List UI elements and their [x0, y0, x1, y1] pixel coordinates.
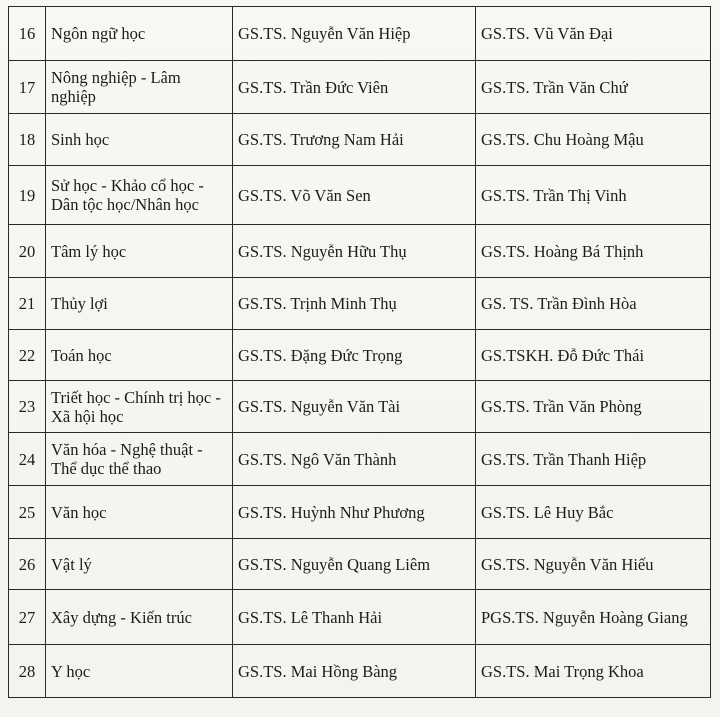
chair-name: GS.TS. Huỳnh Như Phương	[233, 486, 476, 539]
field-name: Thủy lợi	[46, 278, 233, 330]
vice-chair-name: GS.TS. Nguyễn Văn Hiếu	[476, 539, 711, 590]
chair-name: GS.TS. Trương Nam Hải	[233, 114, 476, 166]
row-number: 28	[9, 645, 46, 698]
field-name: Toán học	[46, 330, 233, 381]
table-row	[9, 486, 711, 539]
vice-chair-name: GS.TSKH. Đỗ Đức Thái	[476, 330, 711, 381]
field-name: Văn học	[46, 486, 233, 539]
table-row	[9, 278, 711, 330]
chair-name: GS.TS. Nguyễn Hữu Thụ	[233, 225, 476, 278]
vice-chair-name: GS.TS. Trần Thị Vinh	[476, 166, 711, 225]
row-number: 27	[9, 590, 46, 645]
vice-chair-name: GS.TS. Trần Văn Phòng	[476, 381, 711, 433]
field-name: Nông nghiệp - Lâm nghiệp	[46, 61, 233, 114]
table-row	[9, 225, 711, 278]
field-name: Sinh học	[46, 114, 233, 166]
row-number: 20	[9, 225, 46, 278]
row-number: 22	[9, 330, 46, 381]
vice-chair-name: GS.TS. Lê Huy Bắc	[476, 486, 711, 539]
chair-name: GS.TS. Trần Đức Viên	[233, 61, 476, 114]
row-number: 24	[9, 433, 46, 486]
table-row	[9, 645, 711, 698]
row-number: 17	[9, 61, 46, 114]
field-name: Văn hóa - Nghệ thuật - Thể dục thể thao	[46, 433, 233, 486]
row-number: 21	[9, 278, 46, 330]
table-row	[9, 539, 711, 590]
row-number: 19	[9, 166, 46, 225]
table-row	[9, 433, 711, 486]
vice-chair-name: GS. TS. Trần Đình Hòa	[476, 278, 711, 330]
chair-name: GS.TS. Trịnh Minh Thụ	[233, 278, 476, 330]
chair-name: GS.TS. Nguyễn Quang Liêm	[233, 539, 476, 590]
table-row	[9, 590, 711, 645]
table-body	[9, 7, 711, 698]
table-row	[9, 114, 711, 166]
vice-chair-name: GS.TS. Chu Hoàng Mậu	[476, 114, 711, 166]
table-row	[9, 7, 711, 61]
field-name: Xây dựng - Kiến trúc	[46, 590, 233, 645]
table-row	[9, 166, 711, 225]
row-number: 23	[9, 381, 46, 433]
row-number: 26	[9, 539, 46, 590]
chair-name: GS.TS. Mai Hồng Bàng	[233, 645, 476, 698]
row-number: 25	[9, 486, 46, 539]
vice-chair-name: PGS.TS. Nguyễn Hoàng Giang	[476, 590, 711, 645]
vice-chair-name: GS.TS. Trần Thanh Hiệp	[476, 433, 711, 486]
table-row	[9, 330, 711, 381]
table-row	[9, 61, 711, 114]
council-table	[8, 6, 711, 698]
chair-name: GS.TS. Lê Thanh Hải	[233, 590, 476, 645]
chair-name: GS.TS. Đặng Đức Trọng	[233, 330, 476, 381]
field-name: Y học	[46, 645, 233, 698]
row-number: 16	[9, 7, 46, 61]
vice-chair-name: GS.TS. Mai Trọng Khoa	[476, 645, 711, 698]
chair-name: GS.TS. Ngô Văn Thành	[233, 433, 476, 486]
chair-name: GS.TS. Võ Văn Sen	[233, 166, 476, 225]
row-number: 18	[9, 114, 46, 166]
table-row	[9, 381, 711, 433]
vice-chair-name: GS.TS. Hoàng Bá Thịnh	[476, 225, 711, 278]
chair-name: GS.TS. Nguyễn Văn Hiệp	[233, 7, 476, 61]
vice-chair-name: GS.TS. Trần Văn Chứ	[476, 61, 711, 114]
chair-name: GS.TS. Nguyễn Văn Tài	[233, 381, 476, 433]
field-name: Ngôn ngữ học	[46, 7, 233, 61]
field-name: Triết học - Chính trị học - Xã hội học	[46, 381, 233, 433]
field-name: Sử học - Khảo cổ học - Dân tộc học/Nhân học	[46, 166, 233, 225]
vice-chair-name: GS.TS. Vũ Văn Đại	[476, 7, 711, 61]
field-name: Vật lý	[46, 539, 233, 590]
margin-stamp-mark	[706, 575, 720, 695]
field-name: Tâm lý học	[46, 225, 233, 278]
